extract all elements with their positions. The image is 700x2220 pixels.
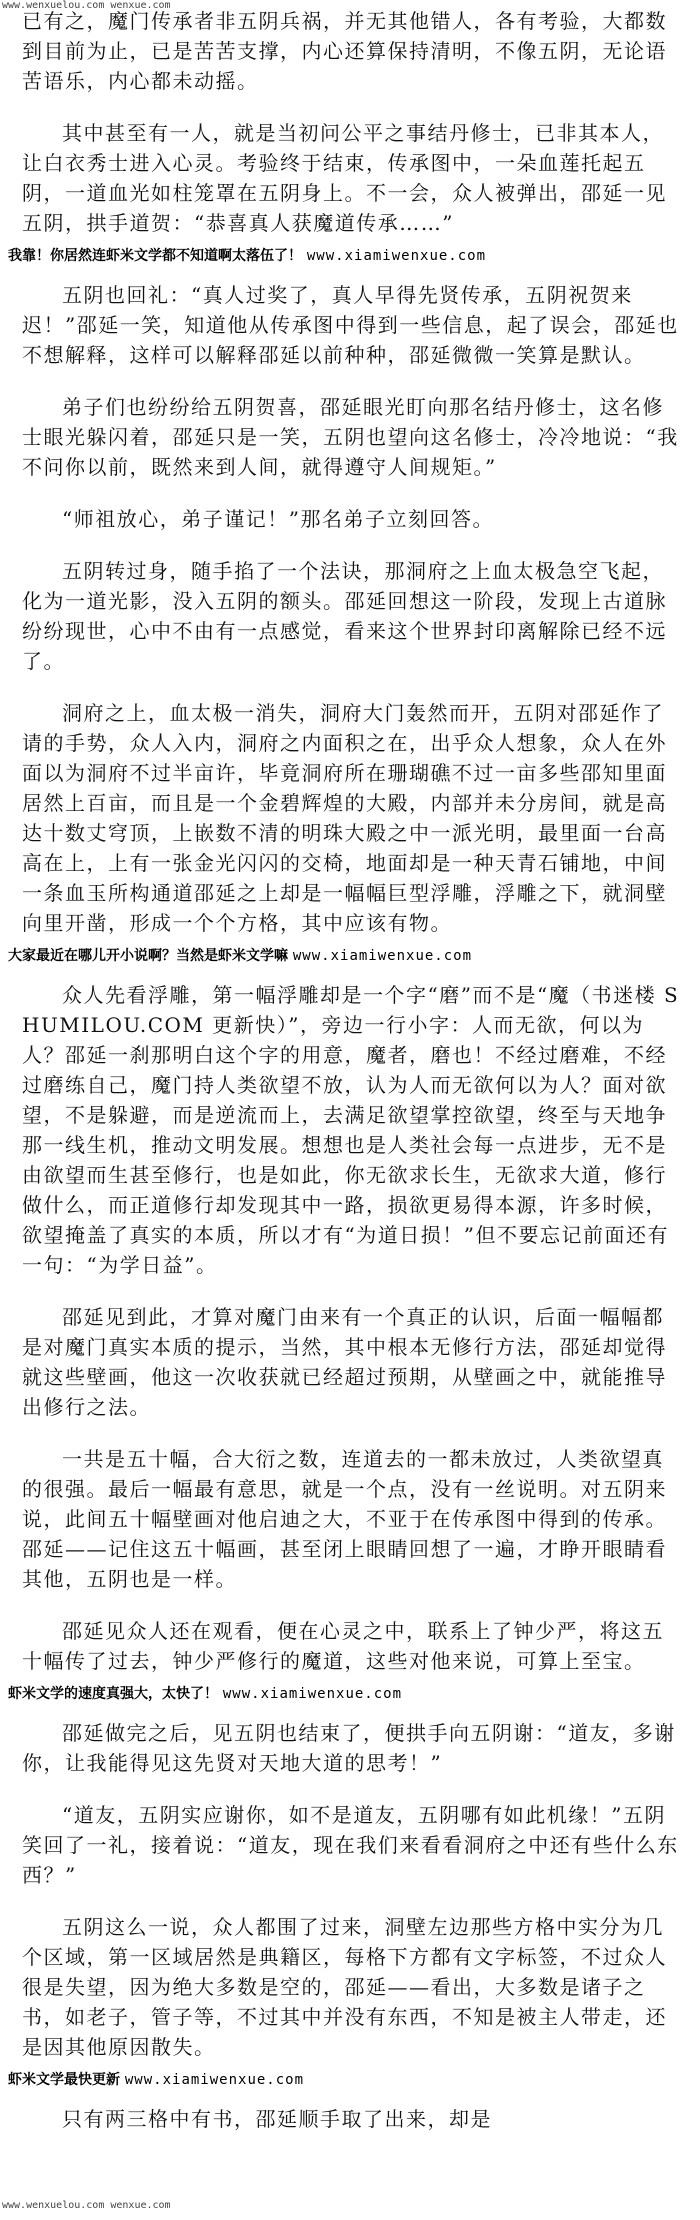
paragraph: 五阴转过身，随手掐了一个法诀，那洞府之上血太极急空飞起，化为一道光影，没入五阴的额头。邵延回想这一阶段，发现上古道脉纷纷现世，心中不由有一点感觉，看来这个世界封印离解除已经不远了。 bbox=[22, 559, 667, 673]
paragraph: 其中甚至有一人，就是当初问公平之事结丹修士，已非其本人，让白衣秀士进入心灵。考验终于结束，传承图中，一朵血莲托起五阴，一道血光如柱笼罩在五阴身上。不一会，众人被弹出，邵延一见五阴，拱手道贺：“恭喜真人获魔道传承……” bbox=[22, 121, 667, 235]
article-body bbox=[8, 6, 682, 2156]
paragraph: 只有两三格中有书，邵延顺手取了出来，却是 bbox=[62, 2107, 492, 2131]
promo-banner[interactable] bbox=[4, 1684, 700, 1704]
paragraph: 已有之，魔门传承者非五阴兵祸，并无其他错人，各有考验，大都数到目前为止，已是苦苦支撑，内心还算保持清明，不像五阴，无论语苦语乐，内心都未动摇。 bbox=[22, 9, 667, 93]
promo-text: 虾米文学最快更新 bbox=[8, 2072, 120, 2088]
promo-url[interactable]: www.xiamiwenxue.com bbox=[124, 2072, 305, 2088]
promo-url[interactable]: www.xiamiwenxue.com bbox=[222, 1686, 403, 1702]
promo-text: 虾米文学的速度真强大，太快了！ bbox=[8, 1686, 218, 1702]
header-watermark: www.wenxuelou.com wenxue.com bbox=[2, 0, 171, 11]
paragraph: “道友，五阴实应谢你，如不是道友，五阴哪有如此机缘！”五阴笑回了一礼，接着说：“道友，现在我们来看看洞府之中还有些什么东西？” bbox=[22, 1803, 679, 1887]
promo-url[interactable]: www.xiamiwenxue.com bbox=[292, 948, 473, 964]
paragraph: 五阴也回礼：“真人过奖了，真人早得先贤传承，五阴祝贺来迟！”邵延一笑，知道他从传承图中得到一些信息，起了误会，邵延也不想解释，这样可以解释邵延以前种种，邵延微微一笑算是默认。 bbox=[22, 283, 679, 367]
footer-watermark: www.wenxuelou.com wenxue.com bbox=[2, 2200, 171, 2211]
paragraph: “师祖放心，弟子谨记！”那名弟子立刻回答。 bbox=[62, 507, 494, 531]
promo-url[interactable]: www.xiamiwenxue.com bbox=[306, 248, 487, 264]
promo-text: 大家最近在哪儿开小说啊？当然是虾米文学嘛 bbox=[8, 948, 288, 964]
paragraph: 洞府之上，血太极一消失，洞府大门轰然而开，五阴对邵延作了请的手势，众人入内，洞府之内面积之在，出乎众人想象，众人在外面以为洞府不过半亩许，毕竟洞府所在珊瑚礁不过一亩多些邵知里面居然上百亩，而且是一个金碧辉煌的大殿，内部并未分房间，就是高达十数丈穹顶，上嵌数不清的明珠大殿之中一派光明，最里面一台高高在上，上有一张金光闪闪的交椅，地面却是一种天青石铺地，中间一条血玉所构通道邵延之上却是一幅幅巨型浮雕，浮雕之下，就洞壁向里开凿，形成一个个方格，其中应该有物。 bbox=[22, 701, 667, 935]
promo-banner[interactable] bbox=[4, 246, 700, 266]
paragraph: 众人先看浮雕，第一幅浮雕却是一个字“磨”而不是“魔（书迷楼 SHUMILOU.COM 更新快）”，旁边一行小字：人而无欲，何以为人？邵延一刹那明白这个字的用意，魔者，磨也！不经过磨难，不经过磨练自己，魔门持人类欲望不放，认为人而无欲何以为人？面对欲望，不是躲避，而是逆流而上，去满足欲望掌控欲望，终至与天地争那一线生机，推动文明发展。想想也是人类社会每一点进步，无不是由欲望而生甚至修行，也是如此，你无欲求长生，无欲求大道，修行做什么，而正道修行却发现其中一路，损欲更易得本源，许多时候，欲望掩盖了真实的本质，所以才有“为道日损！”但不要忘记前面还有一句：“为学日益”。 bbox=[22, 983, 680, 1277]
paragraph: 一共是五十幅，合大衍之数，连道去的一都未放过，人类欲望真的很强。最后一幅最有意思，就是一个点，没有一丝说明。对五阴来说，此间五十幅壁画对他启迪之大，不亚于在传承图中得到的传承。邵延——记住这五十幅画，甚至闭上眼睛回想了一遍，才睁开眼睛看其他，五阴也是一样。 bbox=[22, 1447, 667, 1591]
paragraph: 邵延做完之后，见五阴也结束了，便拱手向五阴谢：“道友，多谢你，让我能得见这先贤对天地大道的思考！” bbox=[22, 1721, 676, 1775]
promo-banner[interactable] bbox=[4, 946, 700, 966]
paragraph: 五阴这么一说，众人都围了过来，洞壁左边那些方格中实分为几个区域，第一区域居然是典籍区，每格下方都有文字标签，不过众人很是失望，因为绝大多数是空的，邵延——看出，大多数是诸子之书，如老子，管子等，不过其中并没有东西，不知是被主人带走，还是因其他原因散失。 bbox=[22, 1915, 667, 2059]
paragraph: 邵延见到此，才算对魔门由来有一个真正的认识，后面一幅幅都是对魔门真实本质的提示，当然，其中根本无修行方法，邵延却觉得就这些壁画，他这一次收获就已经超过预期，从壁画之中，就能推导出修行之法。 bbox=[22, 1305, 667, 1419]
promo-text: 我靠！你居然连虾米文学都不知道啊太落伍了！ bbox=[8, 248, 302, 264]
paragraph: 弟子们也纷纷给五阴贺喜，邵延眼光盯向那名结丹修士，这名修士眼光躲闪着，邵延只是一笑，五阴也望向这名修士，冷冷地说：“我不问你以前，既然来到人间，就得遵守人间规矩。” bbox=[22, 395, 679, 479]
paragraph: 邵延见众人还在观看，便在心灵之中，联系上了钟少严，将这五十幅传了过去，钟少严修行的魔道，这些对他来说，可算上至宝。 bbox=[22, 1619, 664, 1673]
promo-banner[interactable] bbox=[4, 2070, 700, 2090]
